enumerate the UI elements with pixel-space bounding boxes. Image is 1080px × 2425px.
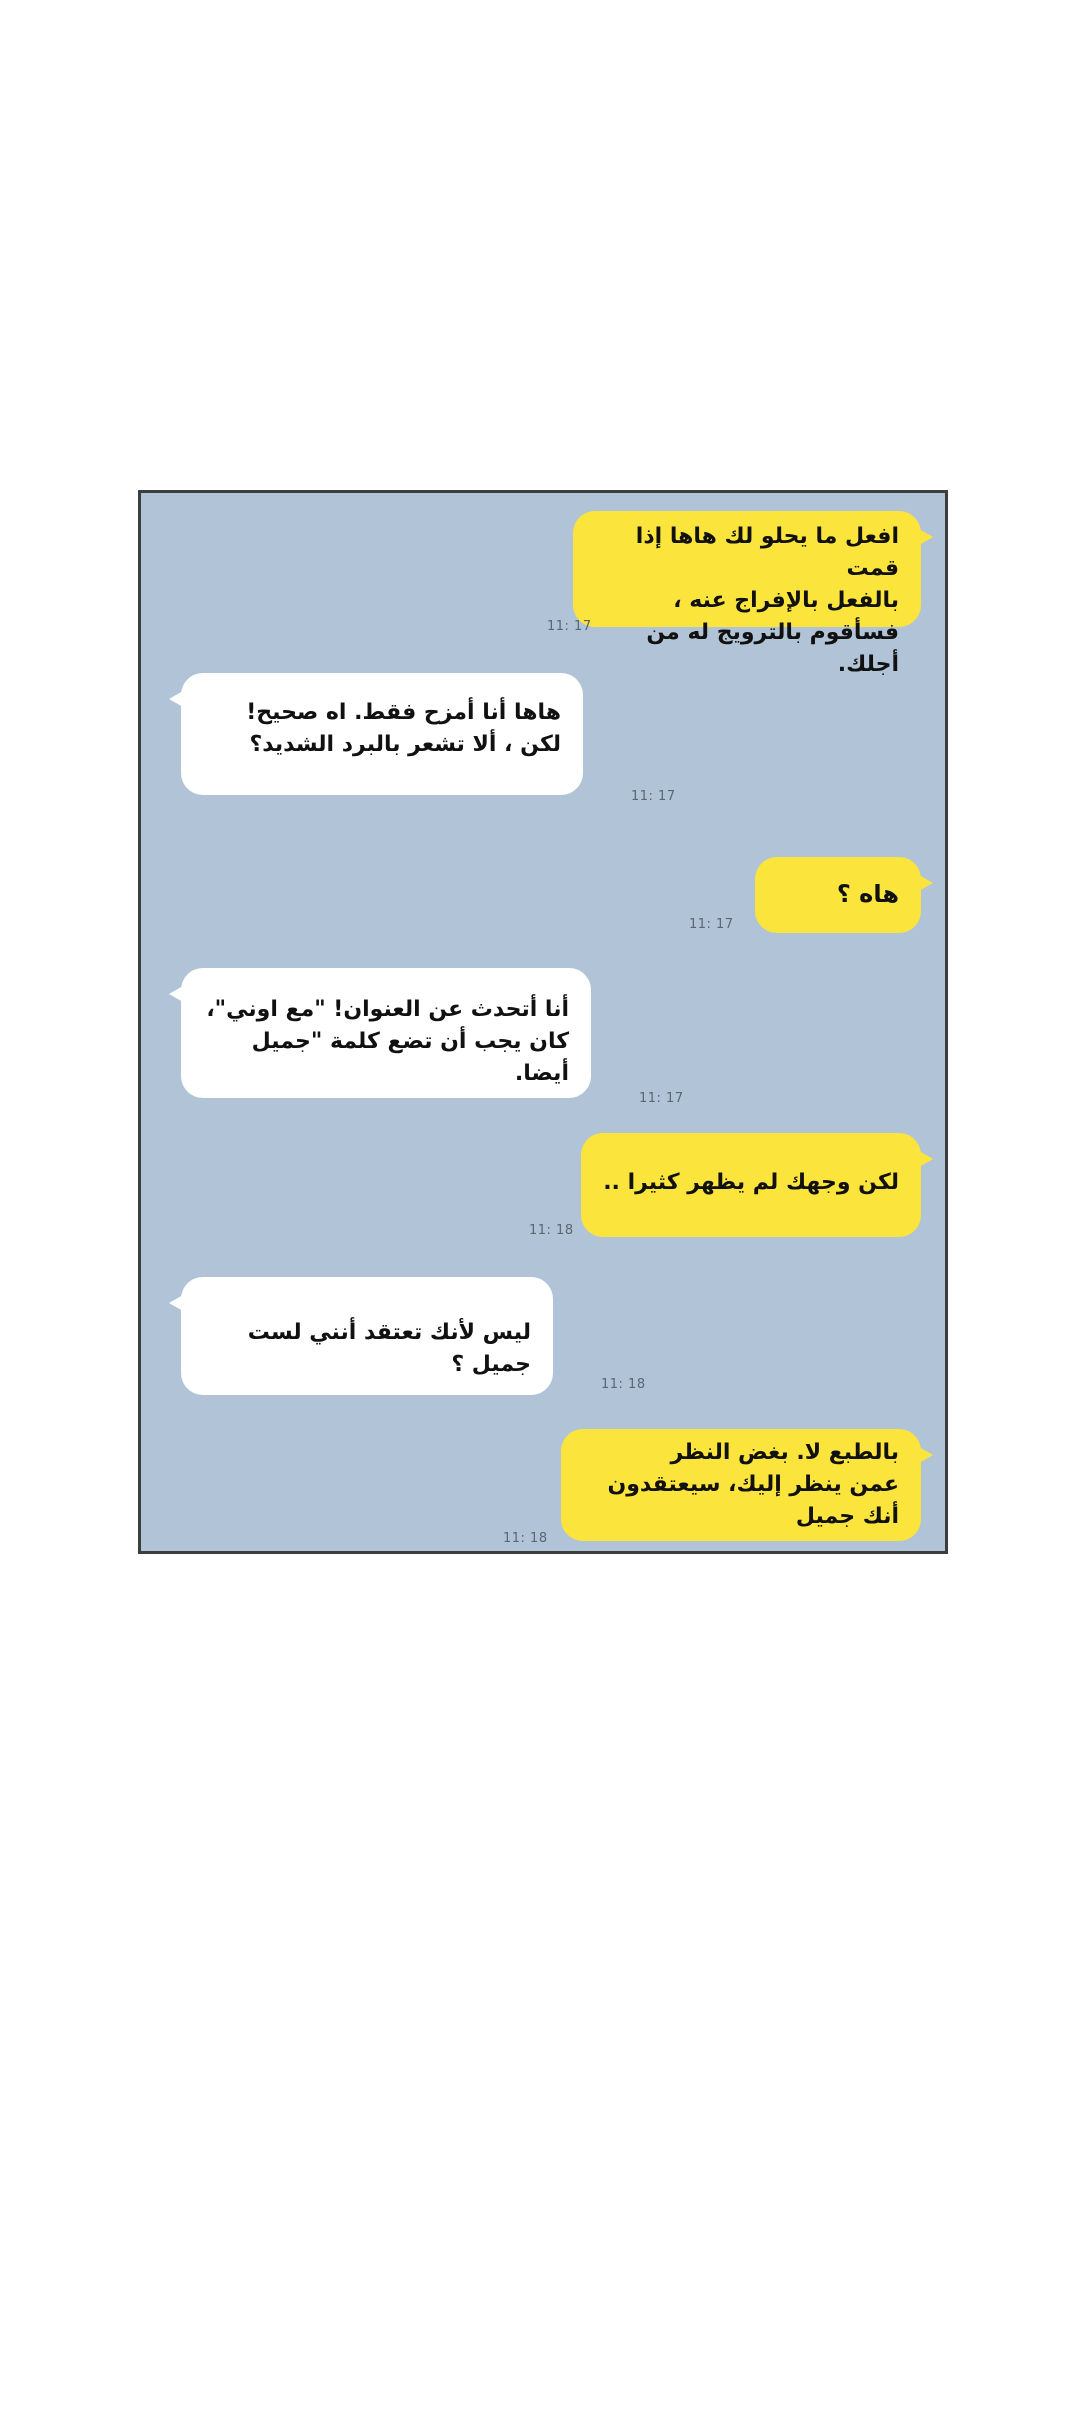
message-time: 11: 18	[529, 1223, 574, 1238]
message-bubble-received: هاها أنا أمزح فقط. اه صحيح! لكن ، ألا تشعر بالبرد الشديد؟	[181, 673, 583, 795]
message-time: 11: 17	[631, 789, 676, 804]
message-bubble-sent: لكن وجهك لم يظهر كثيرا ..	[581, 1133, 921, 1237]
message-bubble-sent: افعل ما يحلو لك هاها إذا قمت بالفعل بالإفراج عنه ، فسأقوم بالترويج له من أجلك.	[573, 511, 921, 627]
message-bubble-sent: بالطبع لا. بغض النظر عمن ينظر إليك، سيعتقدون أنك جميل	[561, 1429, 921, 1541]
message-time: 11: 18	[503, 1531, 548, 1546]
message-time: 11: 18	[601, 1377, 646, 1392]
message-time: 11: 17	[689, 917, 734, 932]
message-bubble-received: ليس لأنك تعتقد أنني لست جميل ؟	[181, 1277, 553, 1395]
message-bubble-sent: هاه ؟	[755, 857, 921, 933]
message-time: 11: 17	[547, 619, 592, 634]
message-time: 11: 17	[639, 1091, 684, 1106]
chat-screenshot-frame	[138, 490, 948, 1554]
message-bubble-received: أنا أتحدث عن العنوان! "مع اوني"، كان يجب أن تضع كلمة "جميل أيضا.	[181, 968, 591, 1098]
